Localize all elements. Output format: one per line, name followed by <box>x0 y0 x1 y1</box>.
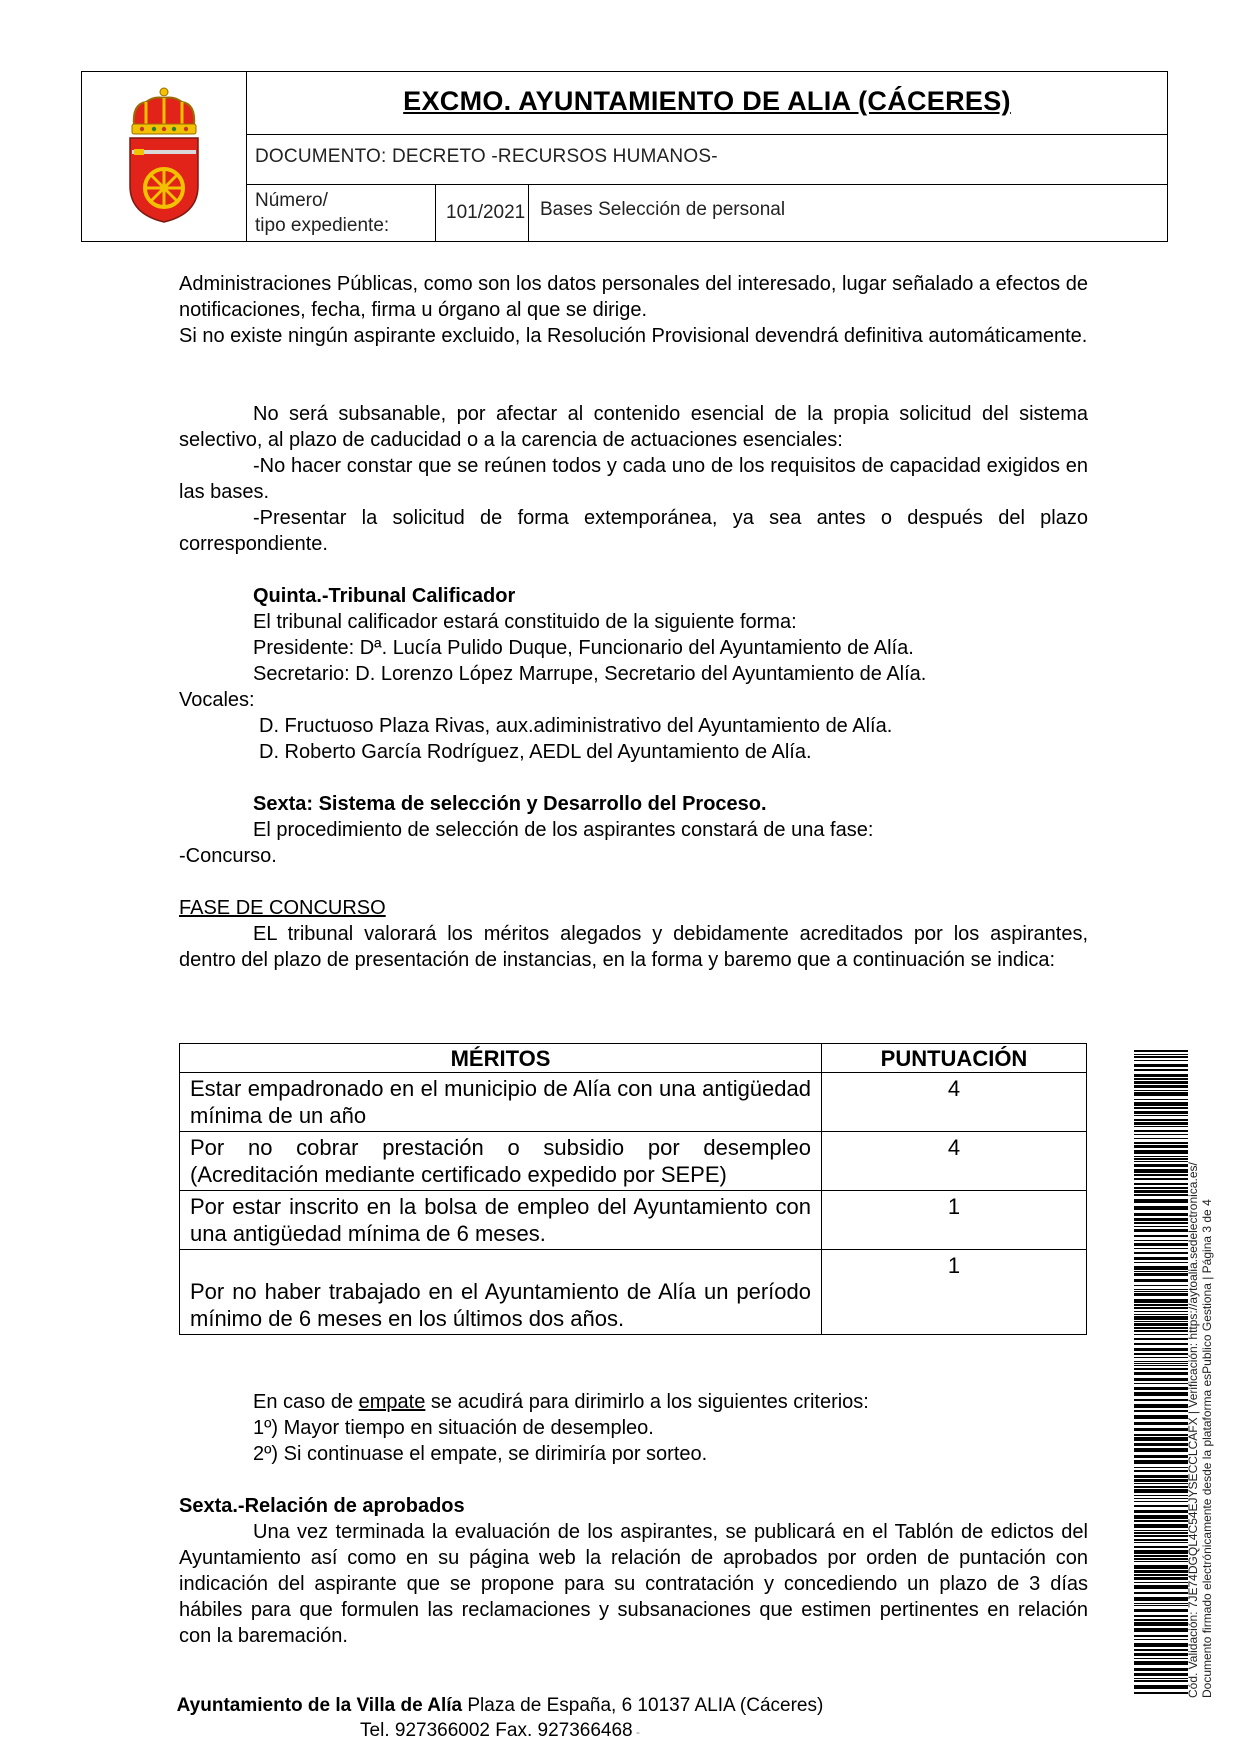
paragraph: Secretario: D. Lorenzo López Marrupe, Secretario del Ayuntamiento de Alía. <box>253 663 927 685</box>
meritos-table <box>179 1043 1087 1335</box>
numero-value: 101/2021 <box>446 202 526 223</box>
section-quinta <box>179 583 1088 765</box>
table-row <box>180 1250 1087 1335</box>
paragraph: -No hacer constar que se reúnen todos y cada uno de los requisitos de capacidad exigidos en las bases. <box>179 455 1088 503</box>
paragraph: -Concurso. <box>179 845 277 867</box>
merito-cell: Por estar inscrito en la bolsa de empleo del Ayuntamiento con una antigüedad mínima de 6 meses. <box>180 1191 822 1250</box>
section-relacion <box>179 1493 1088 1649</box>
section-sexta <box>179 791 1088 869</box>
paragraph: Administraciones Públicas, como son los datos personales del interesado, lugar señalado a efectos de notificaciones, fecha, firma u órgano al que se dirige. <box>179 273 1088 321</box>
barcode-icon <box>1134 1050 1188 1700</box>
table-header: MÉRITOS <box>180 1044 822 1073</box>
document-type: DOCUMENTO: DECRETO -RECURSOS HUMANOS- <box>255 146 718 167</box>
paragraph: En caso de empate se acudirá para dirimirlo a los siguientes criterios: <box>253 1391 869 1413</box>
footer-phone: Tel. 927366002 Fax. 927366468 <box>360 1720 633 1741</box>
puntos-cell: 1 <box>822 1250 1087 1335</box>
paragraph: Vocales: <box>179 689 255 711</box>
expediente-value: Bases Selección de personal <box>540 199 786 220</box>
coat-of-arms-cell <box>82 72 247 241</box>
paragraph: El tribunal calificador estará constituido de la siguiente forma: <box>253 611 797 633</box>
merito-cell: Estar empadronado en el municipio de Alía con una antigüedad mínima de un año <box>180 1073 822 1132</box>
paragraph: 1º) Mayor tiempo en situación de desempleo. <box>253 1417 654 1439</box>
paragraph: 2º) Si continuase el empate, se dirimiría por sorteo. <box>253 1443 708 1465</box>
paragraph: Si no existe ningún aspirante excluido, la Resolución Provisional devendrá definitiva automáticamente. <box>179 325 1088 347</box>
body-block-1 <box>179 271 1088 349</box>
footer-name: Ayuntamiento de la Villa de Alía <box>176 1695 463 1716</box>
puntos-cell: 4 <box>822 1073 1087 1132</box>
body-block-2 <box>179 401 1088 557</box>
puntos-cell: 1 <box>822 1191 1087 1250</box>
section-title: Quinta.-Tribunal Calificador <box>253 585 516 607</box>
section-empate <box>179 1389 1088 1467</box>
footer-address: Plaza de España, 6 10137 ALIA (Cáceres) <box>462 1695 824 1716</box>
numero-label: Número/ tipo expediente: <box>255 190 390 236</box>
header-document-row <box>247 134 1167 185</box>
table-header-row <box>180 1044 1087 1073</box>
numero-cell <box>435 184 529 241</box>
paragraph: El procedimiento de selección de los aspirantes constará de una fase: <box>253 819 874 841</box>
page-footer: Ayuntamiento de la Villa de Alía Plaza de España, 6 10137 ALIA (Cáceres) Tel. 927366002 Fax. 927366468 - <box>176 1695 824 1741</box>
paragraph: EL tribunal valorará los méritos alegados y debidamente acreditados por los aspirantes, dentro del plazo de presentación de instancias, en la forma y baremo que a continuación se indica: <box>179 923 1088 971</box>
header-title: EXCMO. AYUNTAMIENTO DE ALIA (CÁCERES) <box>403 86 1011 116</box>
table-row <box>180 1073 1087 1132</box>
puntos-cell: 4 <box>822 1132 1087 1191</box>
table-row <box>180 1191 1087 1250</box>
paragraph: D. Fructuoso Plaza Rivas, aux.adiministrativo del Ayuntamiento de Alía. <box>259 715 893 737</box>
validation-text: Cód. Validación: 7JE74DGQL4C54EJYSECCLCAFX | Verificación: https://aytoalia.sedelectronica.es/ Documento firmado electrónicamente desde la plataforma esPublico Gestiona | Página 3 de 4 <box>1186 1162 1214 1698</box>
coat-of-arms-icon <box>124 86 204 226</box>
table-header: PUNTUACIÓN <box>822 1044 1087 1073</box>
paragraph: Una vez terminada la evaluación de los aspirantes, se publicará en el Tablón de edictos del Ayuntamiento así como en su página web la relación de aprobados por orden de puntación con indicación del aspirante que se propone para su contratación y concediendo un plazo de 3 días hábiles para que formulen las reclamaciones y subsanaciones que estimen pertinentes en relación con la baremación. <box>179 1521 1088 1647</box>
document-header <box>81 71 1168 242</box>
header-title-row <box>247 72 1167 135</box>
merito-cell: Por no cobrar prestación o subsidio por desempleo (Acreditación mediante certificado expedido por SEPE) <box>180 1132 822 1191</box>
table-row <box>180 1132 1087 1191</box>
header-expediente-row <box>247 184 1167 241</box>
paragraph: No será subsanable, por afectar al contenido esencial de la propia solicitud del sistema selectivo, al plazo de caducidad o a la carencia de actuaciones esenciales: <box>179 403 1088 451</box>
section-title: Sexta: Sistema de selección y Desarrollo del Proceso. <box>253 793 767 815</box>
empate-word: empate <box>358 1391 426 1413</box>
paragraph: -Presentar la solicitud de forma extemporánea, ya sea antes o después del plazo correspondiente. <box>179 507 1088 555</box>
merito-cell: Por no haber trabajado en el Ayuntamiento de Alía un período mínimo de 6 meses en los últimos dos años. <box>180 1250 822 1335</box>
section-title: FASE DE CONCURSO <box>179 897 386 919</box>
section-title: Sexta.-Relación de aprobados <box>179 1495 465 1517</box>
paragraph: Presidente: Dª. Lucía Pulido Duque, Funcionario del Ayuntamiento de Alía. <box>253 637 914 659</box>
section-fase <box>179 895 1088 973</box>
paragraph: D. Roberto García Rodríguez, AEDL del Ayuntamiento de Alía. <box>259 741 812 763</box>
